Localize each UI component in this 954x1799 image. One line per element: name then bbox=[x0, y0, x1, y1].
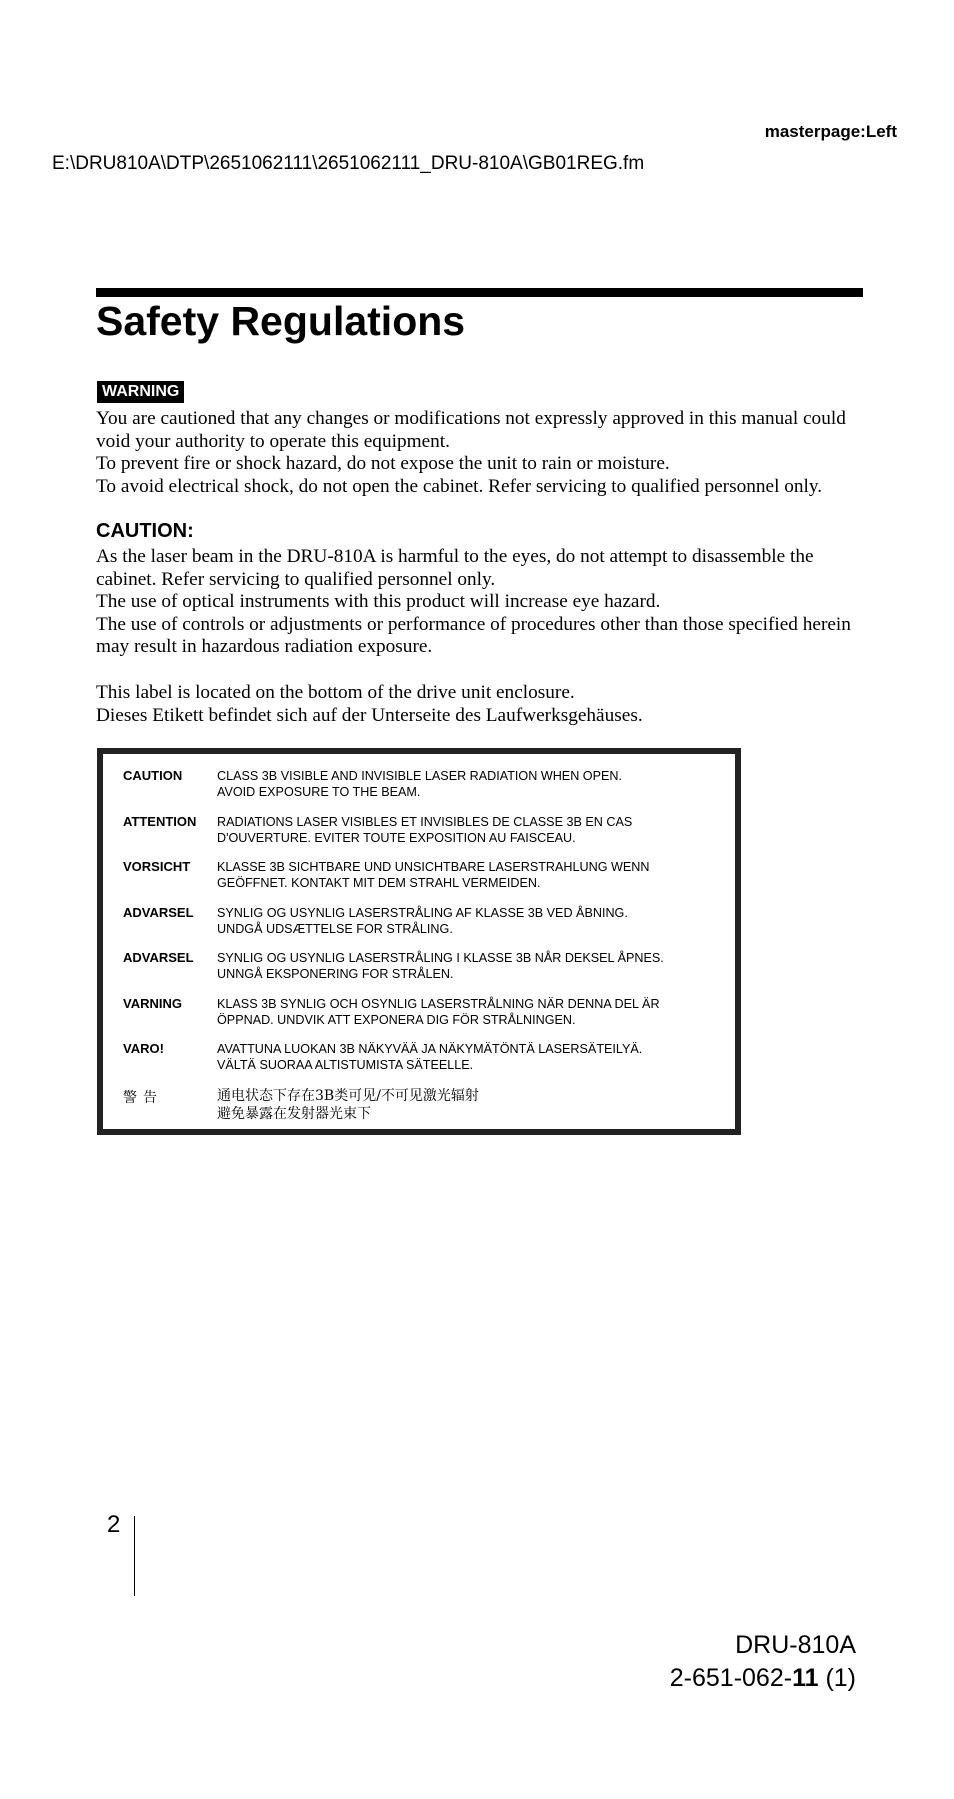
laser-label-line: UNDGÅ UDSÆTTELSE FOR STRÅLING. bbox=[217, 921, 453, 936]
caution-heading: CAUTION: bbox=[96, 520, 194, 542]
laser-label-text bbox=[217, 905, 727, 937]
caution-paragraph: The use of controls or adjustments or performance of procedures other than those specified herein may result in hazardous radiation exposure. bbox=[96, 613, 851, 657]
laser-label-text bbox=[217, 859, 727, 891]
masterpage-label: masterpage:Left bbox=[764, 122, 897, 141]
page-number: 2 bbox=[107, 1511, 121, 1538]
laser-label-line: GEÖFFNET. KONTAKT MIT DEM STRAHL VERMEIDEN. bbox=[217, 876, 541, 890]
warning-paragraph: You are cautioned that any changes or modifications not expressly approved in this manual could void your authority to operate this equipment. bbox=[96, 408, 846, 452]
laser-label-language-key: ADVARSEL bbox=[123, 904, 194, 920]
laser-label-text bbox=[217, 996, 727, 1028]
laser-label-language-key: VARNING bbox=[123, 995, 182, 1011]
page-title: Safety Regulations bbox=[96, 298, 466, 344]
laser-label-line: SYNLIG OG USYNLIG LASERSTRÅLING I KLASSE 3B NÅR DEKSEL ÅPNES. bbox=[217, 951, 664, 965]
laser-label-language-key: ATTENTION bbox=[123, 813, 197, 829]
laser-label-line: 避免暴露在发射器光束下 bbox=[217, 1105, 371, 1122]
laser-label-line: UNNGÅ EKSPONERING FOR STRÅLEN. bbox=[217, 967, 454, 981]
document-number bbox=[670, 1664, 856, 1693]
laser-label-line: ÖPPNAD. UNDVIK ATT EXPONERA DIG FÖR STRÅLNINGEN. bbox=[217, 1012, 576, 1027]
model-name: DRU-810A bbox=[735, 1631, 856, 1659]
laser-label-language-key: 警告 bbox=[123, 1089, 163, 1106]
laser-label-line: SYNLIG OG USYNLIG LASERSTRÅLING AF KLASSE 3B VED ÅBNING. bbox=[217, 905, 628, 920]
laser-label-text bbox=[217, 1041, 727, 1073]
laser-warning-label bbox=[97, 748, 741, 1135]
page-number-rule bbox=[134, 1516, 135, 1596]
laser-label-rows bbox=[103, 754, 735, 1129]
laser-label-line: KLASS 3B SYNLIG OCH OSYNLIG LASERSTRÅLNING NÄR DENNA DEL ÄR bbox=[217, 996, 660, 1011]
laser-label-text bbox=[217, 1087, 727, 1123]
laser-label-line: 通电状态下存在3B类可见/不可见激光辐射 bbox=[217, 1087, 479, 1104]
warning-text bbox=[96, 408, 876, 498]
label-location-english: This label is located on the bottom of the drive unit enclosure. bbox=[96, 682, 575, 703]
label-location-text bbox=[96, 682, 876, 727]
doc-number-prefix: 2-651-062- bbox=[669, 1664, 793, 1692]
laser-label-text bbox=[217, 950, 727, 982]
laser-label-line: CLASS 3B VISIBLE AND INVISIBLE LASER RADIATION WHEN OPEN. bbox=[217, 769, 622, 783]
doc-number-suffix: (1) bbox=[818, 1664, 856, 1692]
caution-paragraph: As the laser beam in the DRU-810A is harmful to the eyes, do not attempt to disassemble the cabinet. Refer servicing to qualified personnel only. bbox=[96, 546, 814, 590]
laser-label-line: RADIATIONS LASER VISIBLES ET INVISIBLES DE CLASSE 3B EN CAS bbox=[217, 814, 633, 829]
file-path: E:\DRU810A\DTP\2651062111\2651062111_DRU-810A\GB01REG.fm bbox=[52, 153, 645, 174]
laser-label-language-key: VARO! bbox=[123, 1041, 164, 1056]
warning-paragraph: To prevent fire or shock hazard, do not expose the unit to rain or moisture. bbox=[96, 453, 670, 474]
laser-label-language-key: CAUTION bbox=[123, 768, 183, 783]
laser-label-line: AVOID EXPOSURE TO THE BEAM. bbox=[217, 785, 421, 799]
laser-label-language-key: VORSICHT bbox=[123, 859, 191, 874]
laser-label-line: D'OUVERTURE. EVITER TOUTE EXPOSITION AU FAISCEAU. bbox=[217, 830, 576, 845]
doc-number-bold: 11 bbox=[792, 1664, 819, 1692]
caution-paragraph: The use of optical instruments with this product will increase eye hazard. bbox=[96, 591, 661, 612]
laser-label-line: VÄLTÄ SUORAA ALTISTUMISTA SÄTEELLE. bbox=[217, 1058, 474, 1072]
laser-label-text bbox=[217, 768, 727, 800]
laser-label-language-key: ADVARSEL bbox=[123, 950, 194, 965]
label-location-german: Dieses Etikett befindet sich auf der Unterseite des Laufwerksgehäuses. bbox=[96, 704, 643, 726]
warning-badge: WARNING bbox=[97, 381, 184, 403]
laser-label-text bbox=[217, 814, 727, 846]
laser-label-line: AVATTUNA LUOKAN 3B NÄKYVÄÄ JA NÄKYMÄTÖNTÄ LASERSÄTEILYÄ. bbox=[217, 1042, 643, 1056]
laser-label-line: KLASSE 3B SICHTBARE UND UNSICHTBARE LASERSTRAHLUNG WENN bbox=[217, 860, 650, 874]
caution-text bbox=[96, 546, 876, 659]
warning-paragraph: To avoid electrical shock, do not open the cabinet. Refer servicing to qualified personnel only. bbox=[96, 475, 823, 497]
